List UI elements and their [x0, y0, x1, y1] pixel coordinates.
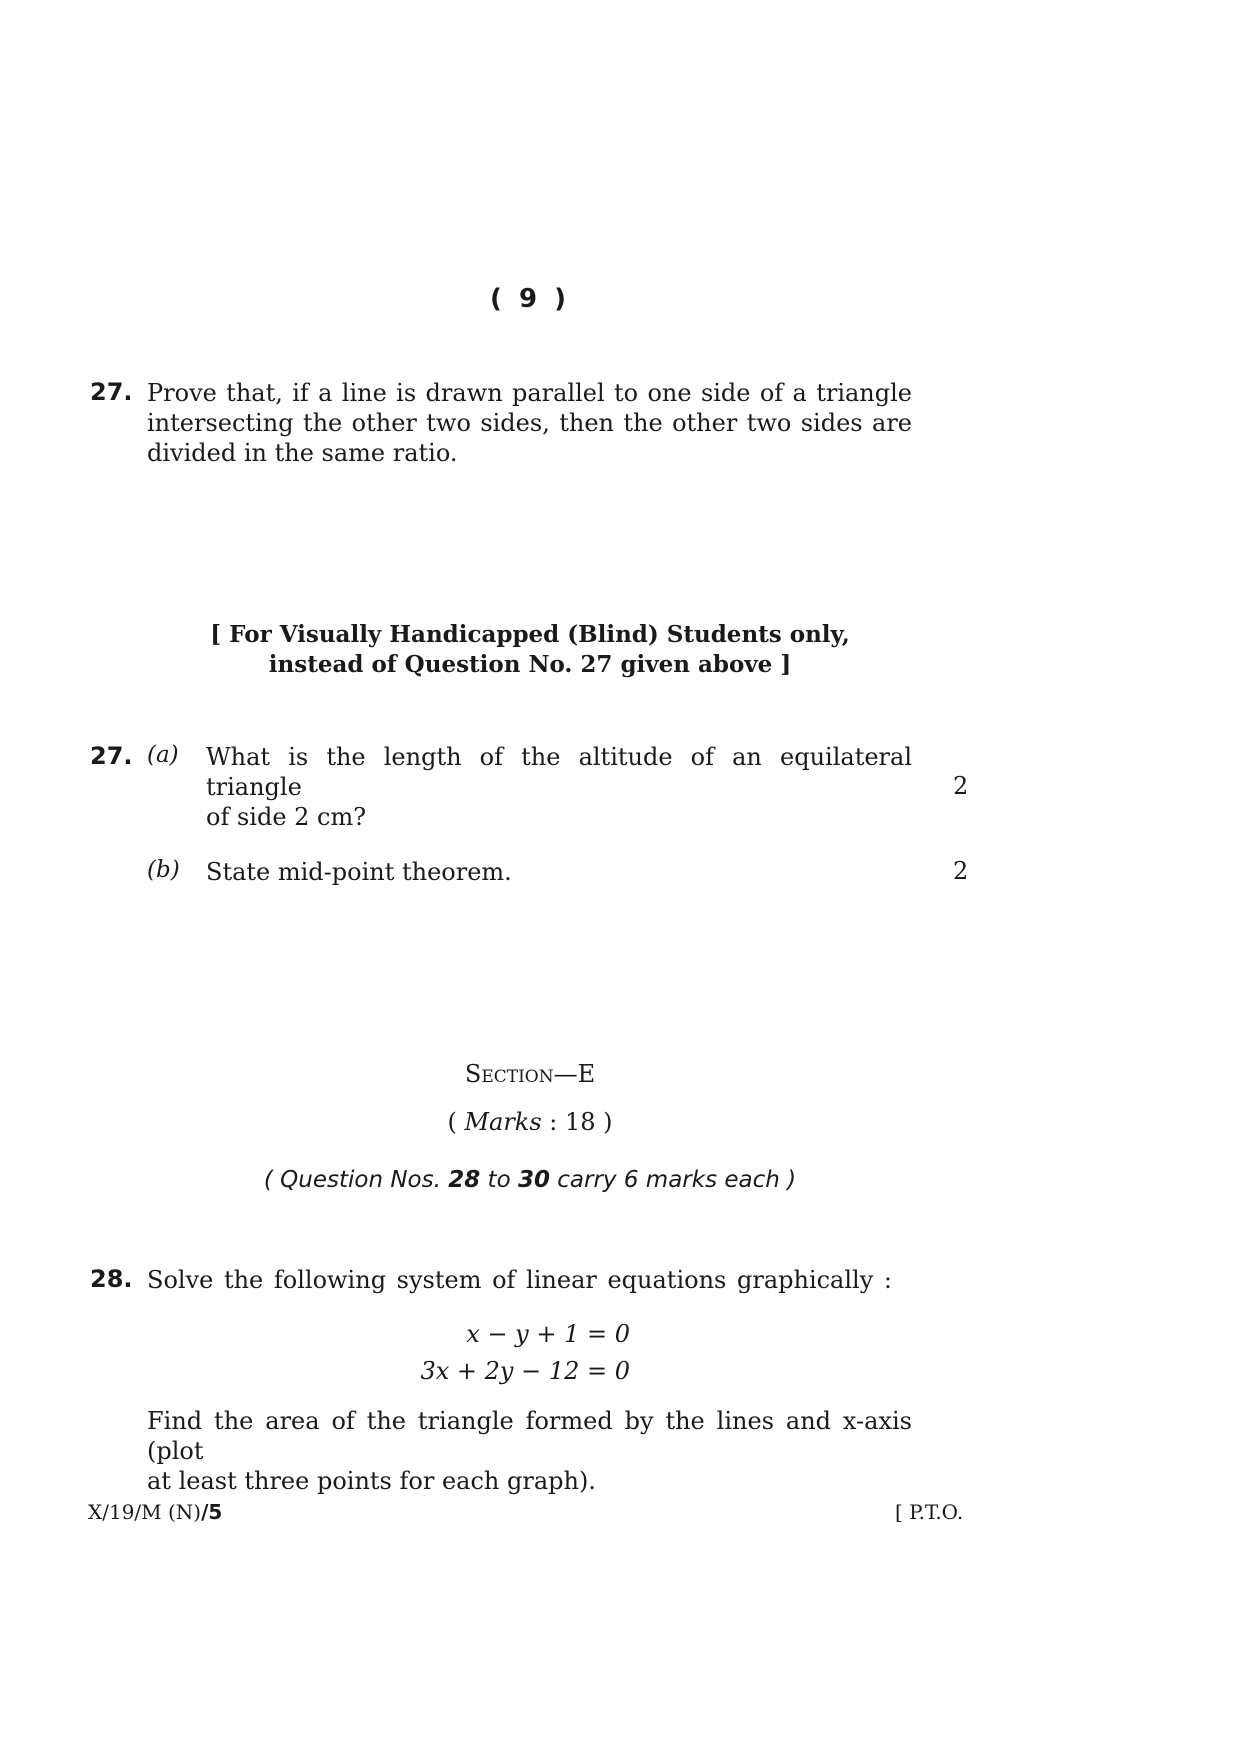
question-28-find: [147, 1406, 912, 1496]
section-marks-value: : 18 ): [541, 1108, 613, 1136]
note-part: ( Question Nos.: [263, 1167, 449, 1193]
section-title-suffix: —E: [553, 1060, 596, 1088]
section-marks: [0, 1108, 1060, 1136]
notice-line-1: [ For Visually Handicapped (Blind) Students only,: [210, 621, 850, 648]
question-27-line: Prove that, if a line is drawn parallel to one side of a triangle: [147, 379, 912, 407]
page-number: ( 9 ): [490, 284, 570, 314]
part-a-label: (a): [147, 742, 179, 768]
paper-code: [88, 1500, 222, 1524]
find-line: Find the area of the triangle formed by the lines and x-axis (plot: [147, 1407, 912, 1465]
question-27-text: [147, 378, 912, 468]
paper-code-text: X/19/M (N): [88, 1500, 202, 1524]
part-b-marks: 2: [953, 857, 969, 885]
section-note: [0, 1167, 1060, 1193]
part-b-label: (b): [147, 857, 180, 883]
question-28-prompt-line: Solve the following system of linear equations graphically :: [147, 1266, 892, 1294]
part-a-marks: 2: [953, 772, 969, 800]
part-a-text: [206, 742, 912, 832]
note-bold: 28: [448, 1167, 481, 1193]
equation-1: x − y + 1 = 0: [466, 1320, 630, 1348]
section-title: [0, 1060, 1060, 1088]
pto-marker: [ P.T.O.: [895, 1500, 964, 1524]
notice-line-2: instead of Question No. 27 given above ]: [268, 651, 792, 678]
question-27-alt-number: 27.: [90, 742, 133, 770]
part-b-text: State mid-point theorem.: [206, 858, 512, 886]
question-28-prompt: [147, 1265, 892, 1295]
section-title-smallcaps: ection: [481, 1060, 554, 1088]
equation-2: 3x + 2y − 12 = 0: [420, 1357, 630, 1385]
question-27-number: 27.: [90, 378, 133, 406]
question-27-line: intersecting the other two sides, then the other two sides are: [147, 409, 912, 437]
question-28-number: 28.: [90, 1265, 133, 1293]
blind-students-notice: [130, 620, 930, 680]
section-marks-word: Marks: [464, 1108, 542, 1136]
part-a-line: What is the length of the altitude of an equilateral triangle: [206, 743, 912, 801]
find-line: at least three points for each graph).: [147, 1467, 596, 1495]
section-title-prefix: S: [464, 1060, 482, 1088]
note-part: carry 6 marks each ): [549, 1167, 797, 1193]
note-bold: 30: [517, 1167, 550, 1193]
part-a-line: of side 2 cm?: [206, 803, 367, 831]
question-27-line: divided in the same ratio.: [147, 439, 458, 467]
section-marks-open: (: [447, 1108, 465, 1136]
paper-code-bold: /5: [201, 1500, 223, 1524]
note-part: to: [480, 1167, 518, 1193]
